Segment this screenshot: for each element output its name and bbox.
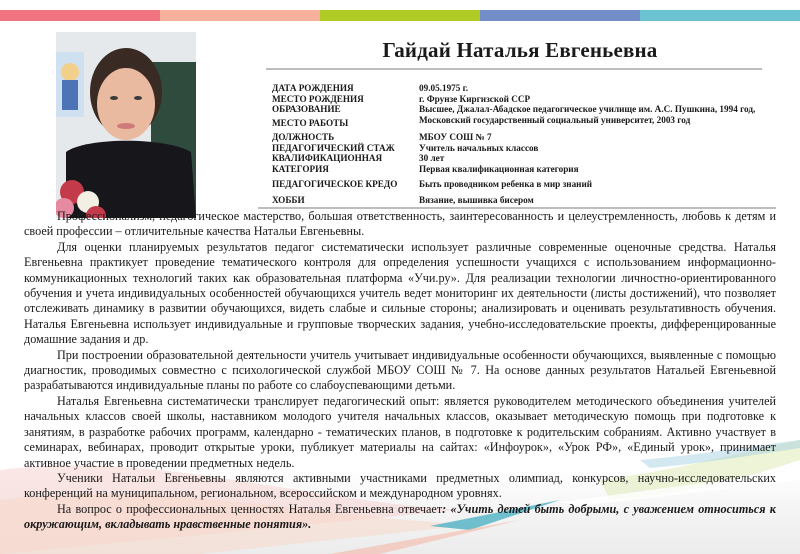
profile-info-table xyxy=(272,83,782,206)
info-label: ОБРАЗОВАНИЕ xyxy=(272,104,341,115)
page-title: Гайдай Наталья Евгеньевна xyxy=(382,38,658,62)
info-row-hobby xyxy=(272,195,782,206)
paragraph-individual-approach: При построении образовательной деятельности учитель учитывает индивидуальные особенности обучающихся, выявленные с помощью диагностик, проводимых совместно с психологической службой МБОУ СОШ № 7. На основе данных результатов Натальей Евгеньевной разрабатываются индивидуальные планы по работе со слабоуспевающими детьми. xyxy=(24,347,776,393)
info-label: МЕСТО РАБОТЫ xyxy=(272,118,349,129)
info-label: ДАТА РОЖДЕНИЯ xyxy=(272,83,354,93)
info-value: Вязание, вышивка бисером xyxy=(419,194,534,205)
info-row-category xyxy=(272,164,782,175)
color-segment-cyan xyxy=(640,10,800,21)
info-value xyxy=(419,118,782,129)
info-row-credo xyxy=(272,179,782,190)
decorative-color-bar xyxy=(0,10,800,21)
info-value: 09.05.1975 г. xyxy=(419,83,469,93)
paragraph-assessment: Для оценки планируемых результатов педагог систематически использует различные современные оценочные средства. Наталья Евгеньевна практикует проведение тематического контроля для определения успешности учащихся с использованием информационно-коммуникационных технологий таких как образовательная платформа «Учи.ру». Для реализации технологии личностно-ориентированного обучения и учета индивидуальных особенностей обучающихся учитель ведет мониторинг их деятельности (листы достижений), что позволяет отслеживать динамику в развитии обучающихся, видеть слабые и сильные стороны; анализировать и оценивать результативность обучения. Наталья Евгеньевна использует индивидуальные и групповые творческих задания, учебно-исследовательские проекты, дифференцированные домашние задания и др. xyxy=(24,239,776,347)
biography-text xyxy=(24,209,776,533)
teacher-photo xyxy=(56,32,196,218)
info-value: Учитель начальных классов xyxy=(419,142,539,153)
info-label: ПЕДАГОГИЧЕСКИЙ СТАЖ xyxy=(272,142,395,153)
paragraph-qualities: Профессионализм, педагогическое мастерство, большая ответственность, заинтересованность и целеустремленность, любовь к детям и своей профессии – отличительные качества Натальи Евгеньевны. xyxy=(24,209,776,239)
paragraph-experience-sharing: Наталья Евгеньевна систематически транслирует педагогический опыт: является руководителем методического объединения учителей начальных классов своей школы, наставником молодого учителя начальных классов, оказывает методическую помощь при подготовке к занятиям, в разработке рабочих программ, календарно - тематических планов, в подготовке к родительским собраниям. Активно участвует в семинарах, вебинарах, проводит открытые уроки, публикует материалы на сайтах: «Инфоурок», «Урок РФ», «Единый урок», принимает активное участие в проведении предметных недель. xyxy=(24,393,776,470)
paragraph-values xyxy=(24,502,776,533)
portrait-icon xyxy=(56,32,196,218)
paragraph-student-achievements: Ученики Натальи Евгеньевны являются активными участниками предметных олимпиад, конкурсов, научно-исследовательских конференций на муниципальном, региональном, всероссийском и международном уровнях. xyxy=(24,470,776,501)
info-value: МБОУ СОШ № 7 xyxy=(419,131,492,142)
info-row-birth-place xyxy=(272,94,782,105)
info-row-experience xyxy=(272,143,782,154)
info-label: ДОЛЖНОСТЬ xyxy=(272,131,335,142)
info-value: 30 лет xyxy=(419,153,445,164)
info-label: МЕСТО РОЖДЕНИЯ xyxy=(272,93,364,104)
color-segment-blue xyxy=(480,10,640,21)
color-segment-peach xyxy=(160,10,320,21)
education-line-1: Высшее, Джалал-Абадское педагогическое училище им. А.С. Пушкина, 1994 год, xyxy=(419,104,756,115)
info-row-workplace xyxy=(272,118,782,129)
values-quote: : «Учить детей быть добрыми, с уважением относиться к окружающим, вкладывать нравственные понятия». xyxy=(24,501,776,532)
info-value: Быть проводником ребенка в мир знаний xyxy=(419,179,593,190)
education-line-2: Московский государственный социальный университет, 2003 год xyxy=(419,114,691,125)
title-divider xyxy=(266,68,762,70)
info-label: КАТЕГОРИЯ xyxy=(272,163,329,174)
values-lead: На вопрос о профессиональных ценностях Наталья Евгеньевна отвечает xyxy=(57,501,443,516)
info-row-birth-date xyxy=(272,83,782,94)
info-row-position xyxy=(272,132,782,143)
info-value: г. Фрунзе Киргизской ССР xyxy=(419,93,531,104)
info-label: ХОББИ xyxy=(272,194,305,205)
color-segment-pink xyxy=(0,10,160,21)
color-segment-green xyxy=(320,10,480,21)
info-value: Первая квалификационная категория xyxy=(419,163,579,174)
info-label: ПЕДАГОГИЧЕСКОЕ КРЕДО xyxy=(272,179,398,190)
info-label: КВАЛИФИКАЦИОННАЯ xyxy=(272,153,383,164)
info-row-qualification xyxy=(272,153,782,164)
